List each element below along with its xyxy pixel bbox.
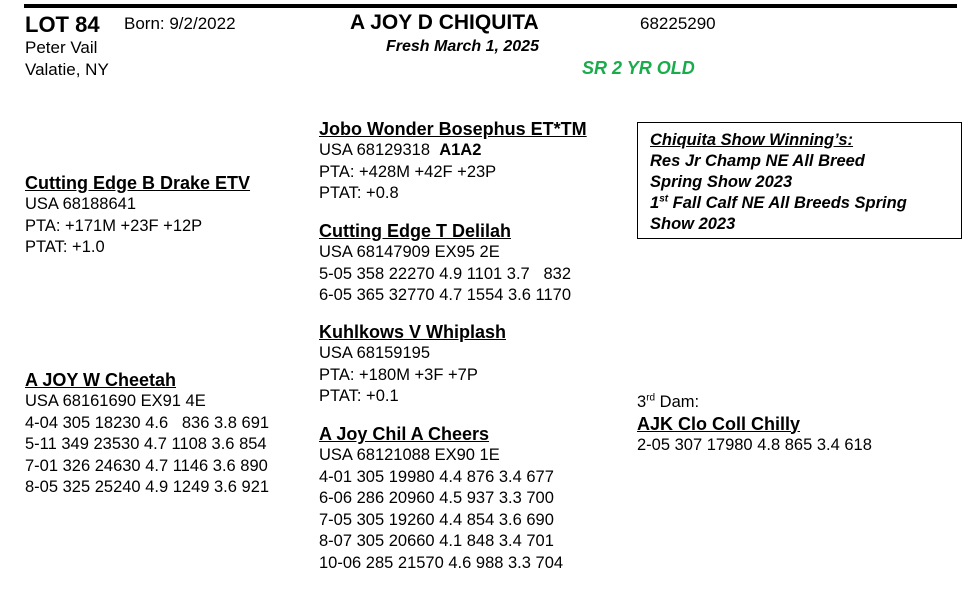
dam-dam-block xyxy=(319,424,563,574)
third-dam-block xyxy=(637,392,872,456)
dam-dam-name: A Joy Chil A Cheers xyxy=(319,424,490,444)
production-record: 7-05 305 19260 4.4 854 3.6 690 xyxy=(319,510,554,529)
haplotype-badge: A1A2 xyxy=(439,141,482,159)
production-record: 6-06 286 20960 4.5 937 3.3 700 xyxy=(319,489,554,507)
sire-name: Cutting Edge B Drake ETV xyxy=(25,173,251,193)
animal-title: A JOY D CHIQUITA xyxy=(350,11,539,34)
third-dam-label: 3rd Dam: xyxy=(637,392,700,411)
sire-sire-registration: USA 68129318 A1A2 xyxy=(319,141,482,159)
show-winnings-line: Res Jr Champ NE All Breed xyxy=(650,152,865,170)
owner-name: Peter Vail xyxy=(25,38,98,57)
lot-number: LOT 84 xyxy=(25,12,100,37)
dam-sire-pta: PTA: +180M +3F +7P xyxy=(319,365,478,384)
show-winnings-heading: Chiquita Show Winning’s: xyxy=(650,131,854,149)
show-winnings-box xyxy=(637,122,962,239)
production-record: 8-05 325 25240 4.9 1249 3.6 921 xyxy=(25,478,270,496)
production-record: 4-01 305 19980 4.4 876 3.4 677 xyxy=(319,467,554,486)
production-record: 8-07 305 20660 4.1 848 3.4 701 xyxy=(319,532,554,550)
third-dam-name: AJK Clo Coll Chilly xyxy=(637,413,801,434)
registration-number: 68225290 xyxy=(640,14,716,33)
sire-dam-block xyxy=(319,221,571,307)
dam-dam-registration: USA 68121088 EX90 1E xyxy=(319,446,500,464)
production-record: 4-04 305 18230 4.6 836 3.8 691 xyxy=(25,413,270,432)
age-class: SR 2 YR OLD xyxy=(582,58,695,78)
production-record: 10-06 285 21570 4.6 988 3.3 704 xyxy=(319,553,564,572)
show-winnings-line: Spring Show 2023 xyxy=(650,173,793,191)
fresh-date: Fresh March 1, 2025 xyxy=(386,38,539,55)
production-record: 2-05 307 17980 4.8 865 3.4 618 xyxy=(637,435,872,454)
sire-dam-name: Cutting Edge T Delilah xyxy=(319,221,511,241)
sire-ptat: PTAT: +1.0 xyxy=(25,238,105,256)
sire-sire-pta: PTA: +428M +42F +23P xyxy=(319,162,497,181)
sire-sire-block xyxy=(319,119,587,205)
owner-location: Valatie, NY xyxy=(25,60,109,79)
sire-registration: USA 68188641 xyxy=(25,195,137,213)
show-winnings-line: Show 2023 xyxy=(650,215,736,233)
birth-date: Born: 9/2/2022 xyxy=(124,14,236,33)
sire-sire-name: Jobo Wonder Bosephus ET*TM xyxy=(319,119,587,139)
production-record: 6-05 365 32770 4.7 1554 3.6 1170 xyxy=(319,286,572,304)
dam-sire-ptat: PTAT: +0.1 xyxy=(319,387,399,405)
dam-sire-registration: USA 68159195 xyxy=(319,344,431,362)
dam-block xyxy=(25,370,269,499)
sire-dam-registration: USA 68147909 EX95 2E xyxy=(319,243,500,261)
production-record: 5-05 358 22270 4.9 1101 3.7 832 xyxy=(319,264,571,283)
sire-block xyxy=(25,173,250,259)
dam-sire-block xyxy=(319,322,506,408)
dam-sire-name: Kuhlkows V Whiplash xyxy=(319,322,507,342)
dam-registration: USA 68161690 EX91 4E xyxy=(25,392,206,410)
production-record: 5-11 349 23530 4.7 1108 3.6 854 xyxy=(25,435,267,453)
sire-sire-ptat: PTAT: +0.8 xyxy=(319,184,399,202)
header-rule xyxy=(24,4,957,8)
sire-pta: PTA: +171M +23F +12P xyxy=(25,216,203,235)
dam-name: A JOY W Cheetah xyxy=(25,370,177,390)
production-record: 7-01 326 24630 4.7 1146 3.6 890 xyxy=(25,456,268,475)
show-winnings-line: 1st Fall Calf NE All Breeds Spring xyxy=(650,193,907,212)
